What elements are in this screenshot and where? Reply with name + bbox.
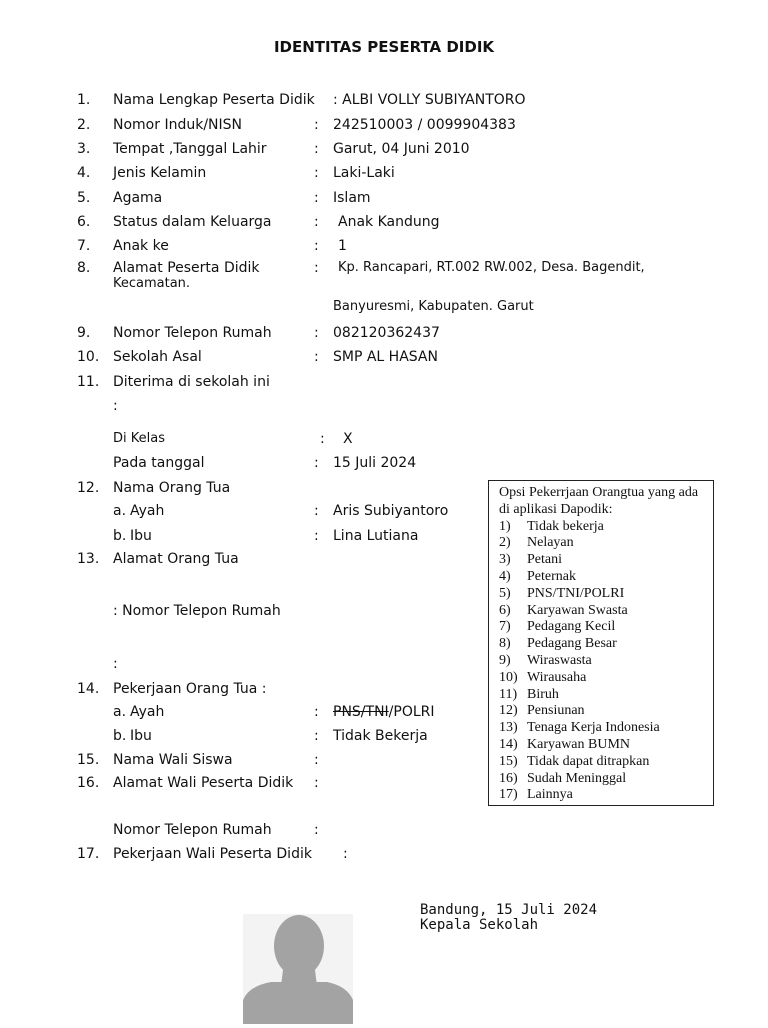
page-title: IDENTITAS PESERTA DIDIK <box>273 38 495 56</box>
field-colon: : <box>314 214 319 230</box>
option-label: Pedagang Besar <box>527 636 617 652</box>
field-colon: : <box>314 349 319 365</box>
list-item <box>499 737 707 754</box>
option-label: Nelayan <box>527 535 574 551</box>
field-value: 082120362437 <box>333 325 440 341</box>
field-label: Alamat Wali Peserta Didik <box>113 775 294 791</box>
field-value: 1 <box>338 238 347 254</box>
ayah-value: Aris Subiyantoro <box>333 503 449 519</box>
option-number: 15) <box>499 753 518 769</box>
field-value: 242510003 / 0099904383 <box>333 117 516 133</box>
list-item <box>499 569 707 586</box>
option-label: Pensiunan <box>527 703 585 719</box>
signature-block <box>420 903 597 933</box>
ayah-value <box>333 704 435 720</box>
field-value: SMP AL HASAN <box>333 349 438 365</box>
list-item <box>499 703 707 720</box>
ibu-value: Lina Lutiana <box>333 528 419 544</box>
row-number: 4. <box>77 165 91 181</box>
field-colon: : <box>314 165 319 181</box>
field-label: Nama Wali Siswa <box>113 752 233 768</box>
option-number: 8) <box>499 636 511 652</box>
row-number: 10. <box>77 349 100 365</box>
field-colon: : <box>113 398 118 414</box>
ayah-prefix: a. <box>113 503 127 519</box>
field-label: Sekolah Asal <box>113 349 202 365</box>
field-colon: : <box>314 775 319 791</box>
ibu-label: Ibu <box>130 728 152 744</box>
option-label: PNS/TNI/POLRI <box>527 585 625 601</box>
field-label: Anak ke <box>113 238 169 254</box>
field-colon: : <box>314 141 319 157</box>
list-item <box>499 552 707 569</box>
option-label: Wiraswasta <box>527 652 592 668</box>
row-number: 15. <box>77 752 100 768</box>
option-number: 10) <box>499 669 518 685</box>
kelas-label: Di Kelas <box>113 431 165 446</box>
ayah-value-rest: /POLRI <box>388 704 435 720</box>
row-number: 2. <box>77 117 91 133</box>
row-number: 12. <box>77 480 100 496</box>
ibu-prefix: b. <box>113 728 127 744</box>
field-value-continuation: Banyuresmi, Kabupaten. Garut <box>333 299 534 314</box>
row-number: 9. <box>77 325 91 341</box>
option-label: Pedagang Kecil <box>527 619 616 635</box>
field-label: Nama Lengkap Peserta Didik <box>113 92 315 108</box>
ibu-prefix: b. <box>113 528 127 544</box>
option-label: Lainnya <box>527 787 573 803</box>
field-value: Garut, 04 Juni 2010 <box>333 141 470 157</box>
option-label: Biruh <box>527 686 559 702</box>
list-item <box>499 670 707 687</box>
option-number: 1) <box>499 518 511 534</box>
option-number: 4) <box>499 568 511 584</box>
field-label: Nama Orang Tua <box>113 480 231 496</box>
field-colon: : <box>314 190 319 206</box>
row-number: 16. <box>77 775 100 791</box>
row-number: 3. <box>77 141 91 157</box>
field-value: Islam <box>333 190 371 206</box>
row-number: 13. <box>77 551 100 567</box>
ibu-value: Tidak Bekerja <box>333 728 428 744</box>
option-label: Tidak dapat ditrapkan <box>527 753 650 769</box>
field-colon: : <box>314 117 319 133</box>
tanggal-value: 15 Juli 2024 <box>333 455 417 471</box>
telepon-label: : Nomor Telepon Rumah <box>113 603 281 619</box>
option-label: Sudah Meninggal <box>527 770 627 786</box>
option-number: 6) <box>499 602 511 618</box>
list-item <box>499 619 707 636</box>
list-item <box>499 754 707 771</box>
option-label: Tidak bekerja <box>527 518 604 534</box>
ayah-value-struck: PNS/TNI <box>333 704 389 720</box>
row-number: 1. <box>77 92 91 108</box>
field-label: Nomor Induk/NISN <box>113 117 242 133</box>
list-item <box>499 771 707 788</box>
field-colon: : <box>314 238 319 254</box>
list-item <box>499 519 707 536</box>
field-value: Anak Kandung <box>338 214 440 230</box>
option-label: Karyawan Swasta <box>527 602 628 618</box>
option-label: Peternak <box>527 568 576 584</box>
field-label-continuation: Kecamatan. <box>113 276 191 291</box>
field-label: Agama <box>113 190 163 206</box>
field-colon: : <box>314 325 319 341</box>
list-item <box>499 720 707 737</box>
occupation-options-list <box>499 519 707 805</box>
option-label: Wirausaha <box>527 669 587 685</box>
field-value: Kp. Rancapari, RT.002 RW.002, Desa. Bagendit, <box>338 260 645 275</box>
field-label: Diterima di sekolah ini <box>113 374 270 390</box>
field-label: Alamat Peserta Didik <box>113 260 260 276</box>
list-item <box>499 653 707 670</box>
option-number: 9) <box>499 652 511 668</box>
ayah-label: Ayah <box>130 704 165 720</box>
option-number: 14) <box>499 736 518 752</box>
ibu-colon: : <box>314 528 319 544</box>
field-label: Alamat Orang Tua <box>113 551 239 567</box>
tanggal-colon: : <box>314 455 319 471</box>
option-number: 3) <box>499 552 511 568</box>
field-colon: : <box>314 752 319 768</box>
field-label: Pekerjaan Orang Tua : <box>113 681 267 697</box>
signature-role: Kepala Sekolah <box>420 917 539 933</box>
field-label: Pekerjaan Wali Peserta Didik <box>113 846 312 862</box>
option-number: 17) <box>499 787 518 803</box>
field-colon: : <box>314 260 319 276</box>
list-item <box>499 687 707 704</box>
row-number: 8. <box>77 260 91 276</box>
telepon-label: Nomor Telepon Rumah <box>113 822 272 838</box>
list-item <box>499 603 707 620</box>
option-number: 2) <box>499 535 511 551</box>
telepon-colon: : <box>314 822 319 838</box>
row-number: 7. <box>77 238 91 254</box>
ibu-label: Ibu <box>130 528 152 544</box>
ayah-prefix: a. <box>113 704 127 720</box>
ibu-colon: : <box>314 728 319 744</box>
field-label: Nomor Telepon Rumah <box>113 325 272 341</box>
list-item <box>499 535 707 552</box>
field-label: Tempat ,Tanggal Lahir <box>113 141 267 157</box>
option-label: Karyawan BUMN <box>527 736 631 752</box>
row-number: 5. <box>77 190 91 206</box>
field-label: Status dalam Keluarga <box>113 214 272 230</box>
option-number: 16) <box>499 770 518 786</box>
kelas-colon: : <box>320 431 325 447</box>
person-silhouette-icon <box>243 914 353 1024</box>
row-number: 6. <box>77 214 91 230</box>
option-number: 7) <box>499 619 511 635</box>
occupation-options-title: Opsi Pekerrjaan Orangtua yang ada di aplikasi Dapodik: <box>499 485 699 517</box>
ayah-colon: : <box>314 704 319 720</box>
student-photo <box>243 914 353 1024</box>
ayah-colon: : <box>314 503 319 519</box>
field-colon: : <box>343 846 348 862</box>
list-item <box>499 636 707 653</box>
option-label: Tenaga Kerja Indonesia <box>527 720 660 736</box>
field-label: Jenis Kelamin <box>113 165 207 181</box>
option-number: 11) <box>499 686 518 702</box>
option-number: 12) <box>499 703 518 719</box>
kelas-value: X <box>343 431 353 447</box>
option-number: 13) <box>499 720 518 736</box>
list-item <box>499 787 707 804</box>
option-number: 5) <box>499 585 511 601</box>
field-colon: : <box>113 656 118 672</box>
row-number: 14. <box>77 681 100 697</box>
field-value: : ALBI VOLLY SUBIYANTORO <box>333 92 526 108</box>
list-item <box>499 586 707 603</box>
tanggal-label: Pada tanggal <box>113 455 205 471</box>
ayah-label: Ayah <box>130 503 165 519</box>
row-number: 11. <box>77 374 100 390</box>
signature-place-date: Bandung, 15 Juli 2024 <box>420 902 598 918</box>
option-label: Petani <box>527 552 562 568</box>
row-number: 17. <box>77 846 100 862</box>
field-value: Laki-Laki <box>333 165 395 181</box>
occupation-options-box <box>488 480 714 806</box>
